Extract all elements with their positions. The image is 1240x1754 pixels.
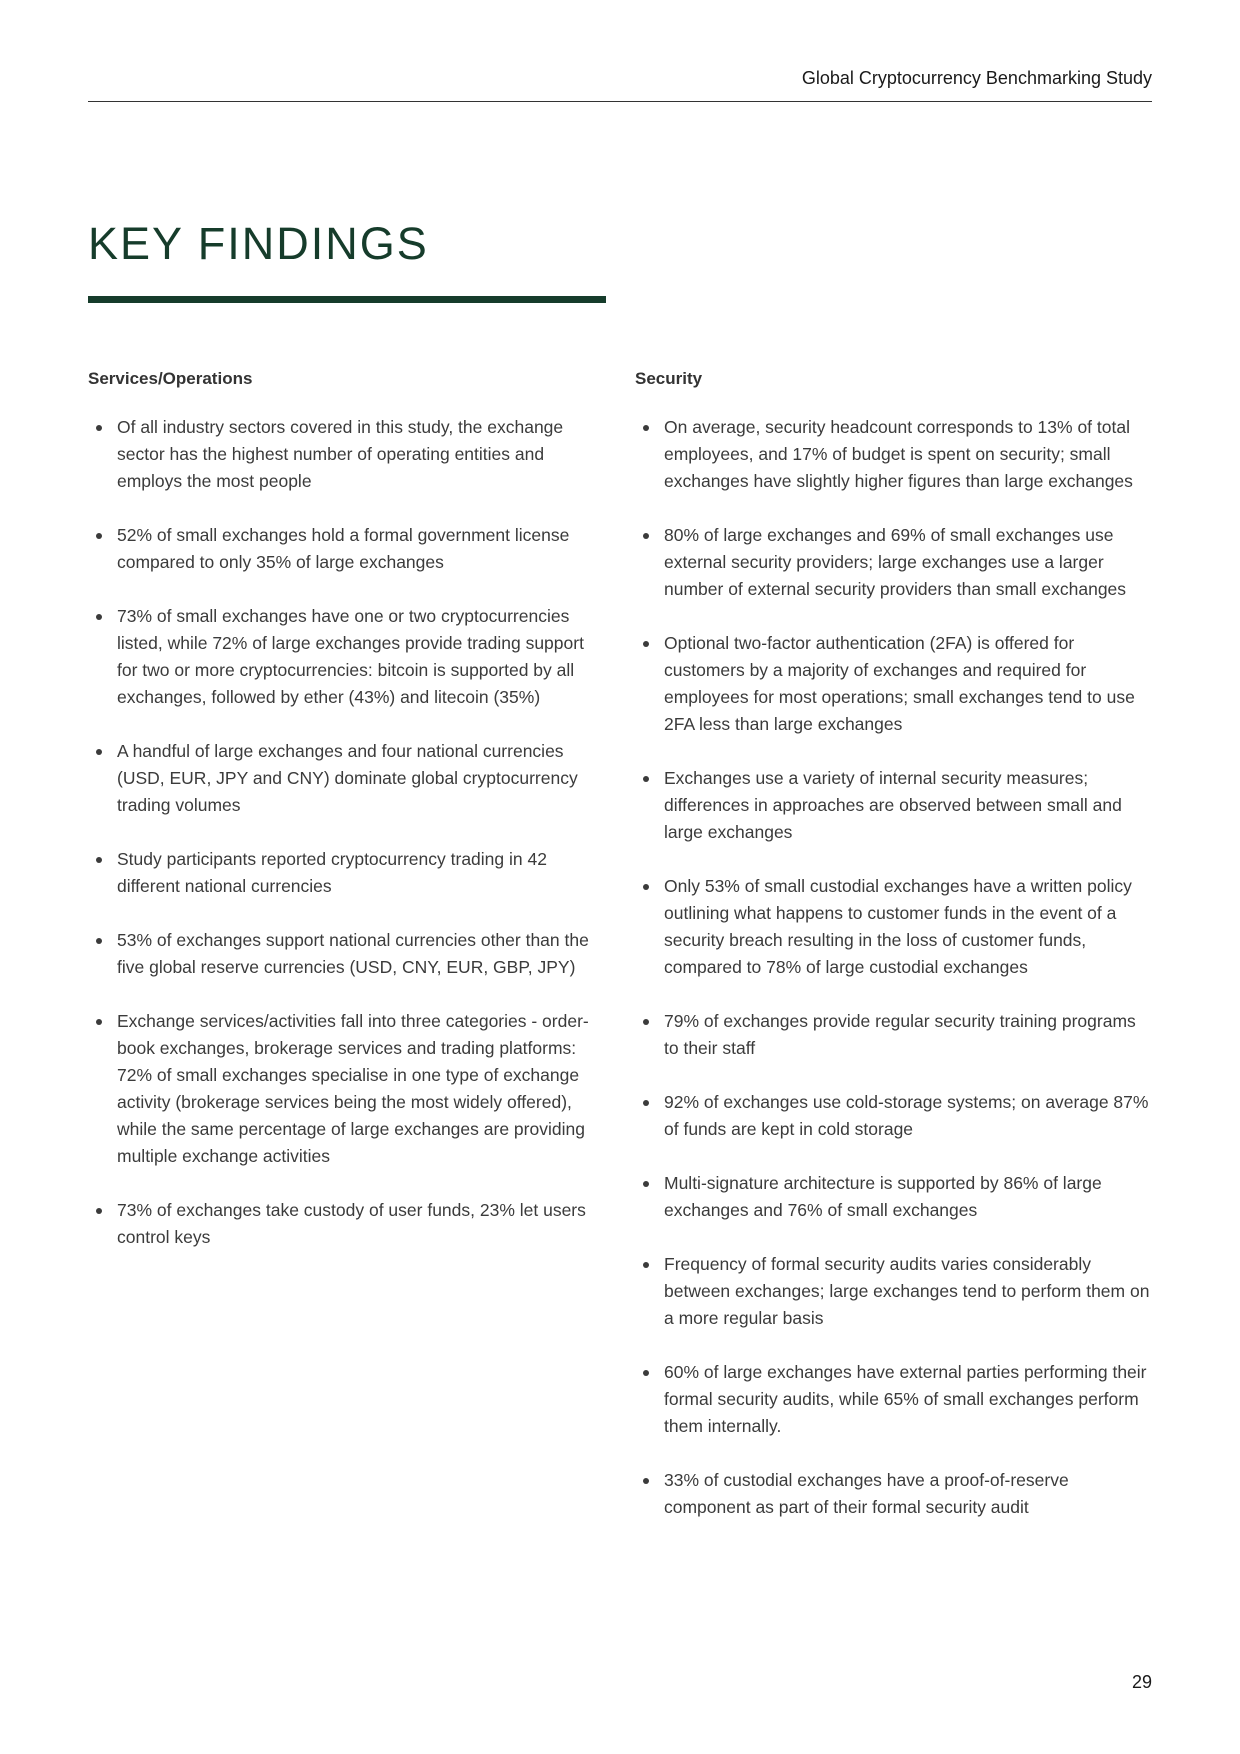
running-header-title: Global Cryptocurrency Benchmarking Study — [801, 68, 1152, 88]
bullet-icon — [96, 425, 102, 431]
list-item-text: On average, security headcount corresponds to 13% of total employees, and 17% of budget is spent on security; small exchanges have slightly higher figures than large exchanges — [664, 417, 1133, 491]
bullet-icon — [643, 1478, 649, 1484]
list-item — [635, 1089, 1155, 1143]
list-item — [88, 1008, 600, 1170]
list-item — [88, 846, 600, 900]
header-divider — [88, 101, 1152, 102]
title-underline-bar — [88, 296, 606, 303]
bullet-icon — [643, 1370, 649, 1376]
bullet-icon — [643, 884, 649, 890]
bullet-icon — [643, 1019, 649, 1025]
list-item-text: 52% of small exchanges hold a formal government license compared to only 35% of large exchanges — [117, 525, 570, 572]
services-operations-column — [88, 366, 600, 1278]
list-item-text: 53% of exchanges support national currencies other than the five global reserve currencies (USD, CNY, EUR, GBP, JPY) — [117, 930, 589, 977]
list-item-text: 60% of large exchanges have external parties performing their formal security audits, while 65% of small exchanges perform them internally. — [664, 1362, 1147, 1436]
list-item-text: 73% of small exchanges have one or two cryptocurrencies listed, while 72% of large exchanges provide trading support for two or more cryptocurrencies: bitcoin is supported by all exchanges, followed by ether (43%) and litecoin (35%) — [117, 606, 584, 707]
list-item — [635, 630, 1155, 738]
list-item-text: 73% of exchanges take custody of user funds, 23% let users control keys — [117, 1200, 586, 1247]
list-item-text: Exchange services/activities fall into three categories - order-book exchanges, brokerage services and trading platforms: 72% of small exchanges specialise in one type of exchange activity (brokerage services being the most widely offered), while the same percentage of large exchanges are providing multiple exchange activities — [117, 1011, 589, 1166]
list-item — [635, 1251, 1155, 1332]
list-item — [88, 414, 600, 495]
bullet-icon — [96, 1019, 102, 1025]
services-operations-heading: Services/Operations — [88, 369, 253, 388]
list-item — [88, 738, 600, 819]
list-item — [635, 765, 1155, 846]
security-heading: Security — [635, 369, 703, 388]
list-item-text: 80% of large exchanges and 69% of small exchanges use external security providers; large exchanges use a larger number of external security providers than small exchanges — [664, 525, 1127, 599]
list-item — [635, 414, 1155, 495]
list-item — [88, 522, 600, 576]
list-item — [635, 1170, 1155, 1224]
bullet-icon — [96, 533, 102, 539]
list-item — [635, 1359, 1155, 1440]
page-title: KEY FINDINGS — [88, 218, 429, 269]
list-item-text: Only 53% of small custodial exchanges have a written policy outlining what happens to customer funds in the event of a security breach resulting in the loss of customer funds, compared to 78% of large custodial exchanges — [664, 876, 1132, 977]
bullet-icon — [96, 857, 102, 863]
list-item — [635, 522, 1155, 603]
list-item — [635, 1008, 1155, 1062]
bullet-icon — [643, 641, 649, 647]
bullet-icon — [643, 776, 649, 782]
list-item-text: 92% of exchanges use cold-storage systems; on average 87% of funds are kept in cold storage — [664, 1092, 1149, 1139]
bullet-icon — [643, 1100, 649, 1106]
services-operations-list — [88, 414, 600, 1251]
list-item-text: Exchanges use a variety of internal security measures; differences in approaches are observed between small and large exchanges — [664, 768, 1122, 842]
bullet-icon — [96, 938, 102, 944]
page-number: 29 — [1131, 1672, 1152, 1692]
bullet-icon — [96, 1208, 102, 1214]
security-column — [635, 366, 1155, 1548]
list-item-text: Optional two-factor authentication (2FA) is offered for customers by a majority of exchanges and required for employees for most operations; small exchanges tend to use 2FA less than large exchanges — [664, 633, 1135, 734]
list-item-text: Frequency of formal security audits varies considerably between exchanges; large exchanges tend to perform them on a more regular basis — [664, 1254, 1150, 1328]
list-item — [88, 603, 600, 711]
bullet-icon — [96, 749, 102, 755]
bullet-icon — [643, 1181, 649, 1187]
list-item-text: 79% of exchanges provide regular security training programs to their staff — [664, 1011, 1136, 1058]
bullet-icon — [643, 1262, 649, 1268]
bullet-icon — [643, 425, 649, 431]
security-list — [635, 414, 1155, 1521]
bullet-icon — [643, 533, 649, 539]
list-item-text: 33% of custodial exchanges have a proof-of-reserve component as part of their formal security audit — [664, 1470, 1069, 1517]
bullet-icon — [96, 614, 102, 620]
list-item — [635, 1467, 1155, 1521]
list-item-text: A handful of large exchanges and four national currencies (USD, EUR, JPY and CNY) dominate global cryptocurrency trading volumes — [117, 741, 578, 815]
list-item — [88, 927, 600, 981]
list-item-text: Of all industry sectors covered in this study, the exchange sector has the highest number of operating entities and employs the most people — [117, 417, 564, 491]
list-item — [635, 873, 1155, 981]
list-item-text: Multi-signature architecture is supported by 86% of large exchanges and 76% of small exchanges — [664, 1173, 1102, 1220]
list-item — [88, 1197, 600, 1251]
list-item-text: Study participants reported cryptocurrency trading in 42 different national currencies — [117, 849, 547, 896]
